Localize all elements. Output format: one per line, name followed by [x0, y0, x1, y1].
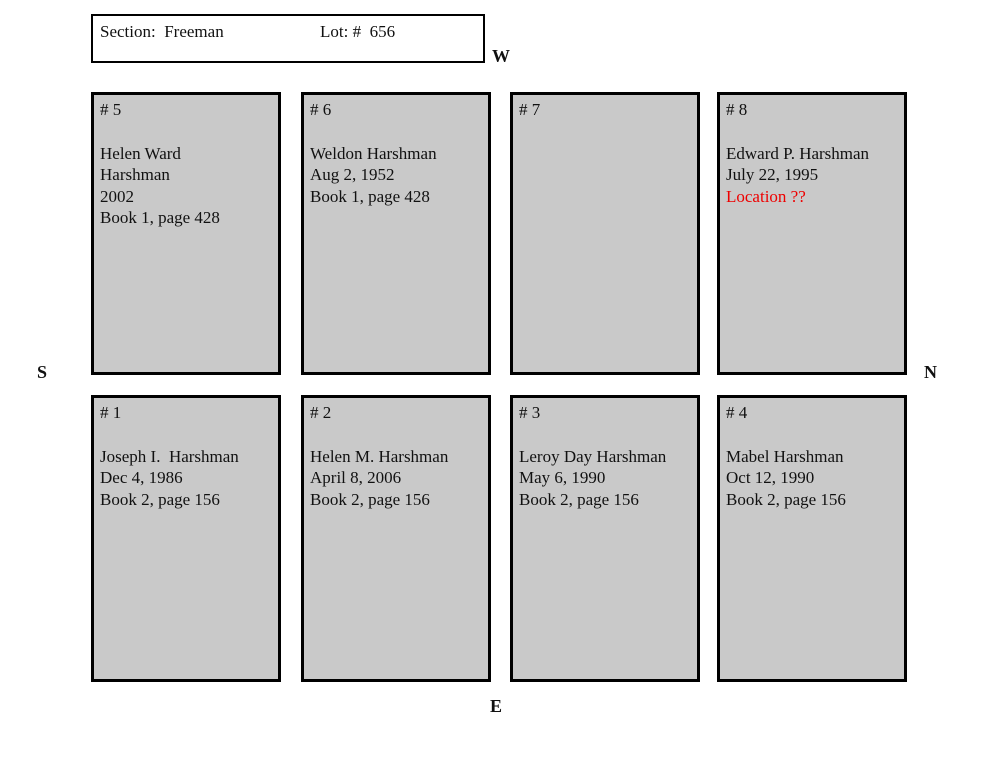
plot-date: Oct 12, 1990: [726, 468, 815, 487]
plot-info: [310, 446, 482, 511]
plot-number: # 3: [519, 403, 541, 422]
compass-east-label: E: [490, 696, 503, 716]
plot-date: Aug 2, 1952: [310, 165, 395, 184]
plot-occupant-name: Mabel Harshman: [726, 446, 844, 466]
plot-occupant-name-2: Harshman: [100, 165, 170, 184]
header-box: [91, 14, 485, 63]
plot-box-8: [717, 92, 907, 375]
plot-box-2: [301, 395, 491, 682]
plot-box-1: [91, 395, 281, 682]
plot-occupant-name: Leroy Day Harshman: [519, 446, 667, 466]
plot-number: # 1: [100, 403, 122, 422]
compass-north-label: N: [924, 362, 937, 382]
plot-info: [519, 446, 691, 511]
plot-date: May 6, 1990: [519, 468, 606, 487]
plot-book-ref: Book 2, page 156: [310, 489, 430, 509]
plot-number: # 5: [100, 100, 122, 119]
plot-location-unknown-note: Location ??: [726, 186, 806, 206]
plot-date: April 8, 2006: [310, 468, 402, 487]
plot-book-ref: Book 2, page 156: [726, 489, 846, 509]
plot-number: # 6: [310, 100, 332, 119]
plot-number: # 8: [726, 100, 748, 119]
plot-number: # 2: [310, 403, 332, 422]
plot-info: [726, 446, 898, 511]
compass-west-label: W: [492, 46, 510, 66]
plot-info: [100, 143, 272, 229]
plot-occupant-name: Helen M. Harshman: [310, 446, 449, 466]
plot-book-ref: Book 1, page 428: [310, 186, 430, 206]
plot-book-ref: Book 2, page 156: [100, 489, 220, 509]
plot-book-ref: Book 2, page 156: [519, 489, 639, 509]
plot-occupant-name: Helen Ward: [100, 143, 181, 163]
plot-info: [100, 446, 272, 511]
plot-date: 2002: [100, 186, 134, 206]
plot-box-7: [510, 92, 700, 375]
plot-box-5: [91, 92, 281, 375]
section-label: Section: Freeman: [100, 22, 224, 41]
plot-date: Dec 4, 1986: [100, 468, 183, 487]
plot-number: # 4: [726, 403, 748, 422]
plot-book-ref: Book 1, page 428: [100, 208, 220, 227]
plot-box-3: [510, 395, 700, 682]
plot-occupant-name: Joseph I. Harshman: [100, 446, 239, 466]
plot-box-6: [301, 92, 491, 375]
plot-info: [310, 143, 482, 208]
plot-date: July 22, 1995: [726, 165, 819, 184]
plot-number: # 7: [519, 100, 541, 119]
plot-box-4: [717, 395, 907, 682]
plot-occupant-name: Weldon Harshman: [310, 143, 437, 163]
plot-info: [726, 143, 898, 208]
compass-south-label: S: [37, 362, 48, 382]
plot-occupant-name: Edward P. Harshman: [726, 143, 870, 163]
lot-label: Lot: # 656: [320, 22, 396, 41]
